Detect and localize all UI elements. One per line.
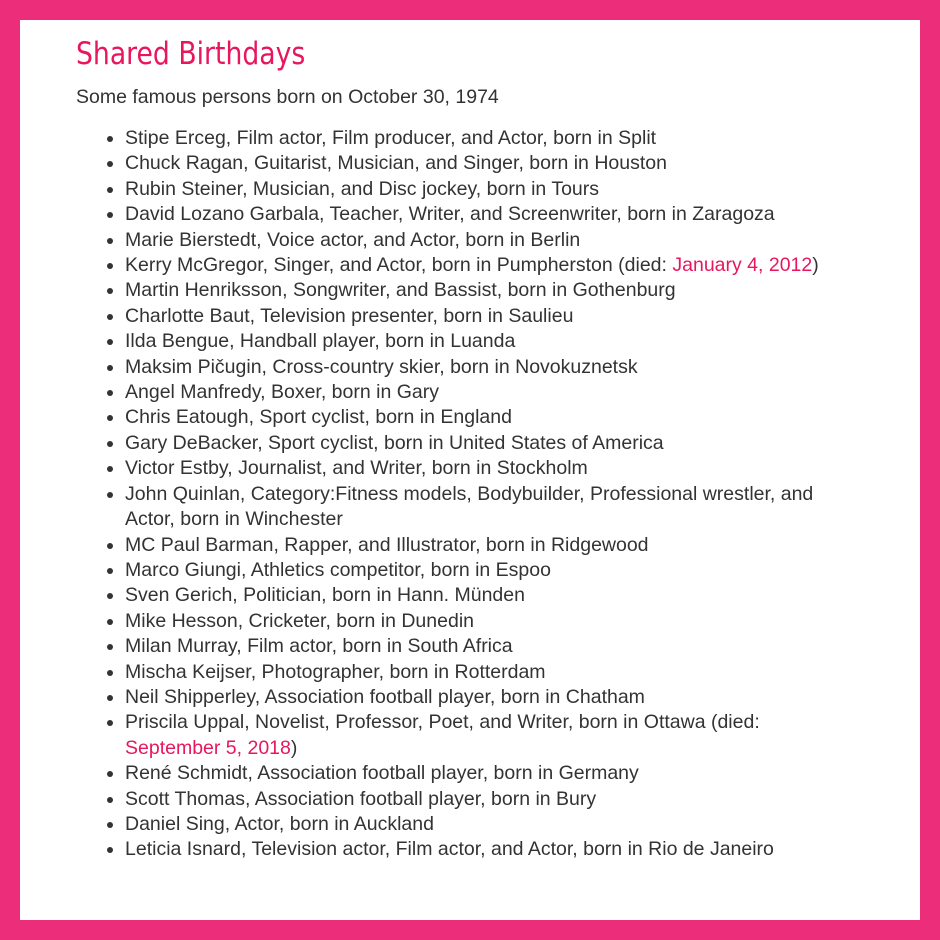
bullet-icon — [107, 695, 113, 701]
person-entry: David Lozano Garbala, Teacher, Writer, and Screenwriter, born in Zaragoza — [125, 203, 775, 226]
page-title: Shared Birthdays — [76, 36, 306, 72]
bullet-icon — [107, 543, 113, 549]
list-item — [125, 710, 846, 761]
person-entry: Milan Murray, Film actor, born in South Africa — [125, 635, 513, 658]
person-entry: Victor Estby, Journalist, and Writer, born in Stockholm — [125, 457, 588, 480]
list-item — [125, 837, 846, 862]
list-item — [125, 228, 846, 253]
bullet-icon — [107, 161, 113, 167]
person-entry: Marie Bierstedt, Voice actor, and Actor, born in Berlin — [125, 228, 581, 251]
list-item — [125, 329, 846, 354]
person-entry: Neil Shipperley, Association football player, born in Chatham — [125, 685, 645, 708]
person-entry: René Schmidt, Association football player, born in Germany — [125, 762, 639, 785]
bullet-icon — [107, 339, 113, 345]
people-list — [76, 126, 846, 863]
bullet-icon — [107, 644, 113, 650]
list-item — [125, 405, 846, 430]
bullet-icon — [107, 619, 113, 625]
list-item — [125, 787, 846, 812]
person-entry: Marco Giungi, Athletics competitor, born in Espoo — [125, 558, 551, 581]
person-entry: Daniel Sing, Actor, born in Auckland — [125, 812, 434, 835]
bullet-icon — [107, 593, 113, 599]
bullet-icon — [107, 263, 113, 269]
person-entry: Rubin Steiner, Musician, and Disc jockey, born in Tours — [125, 177, 600, 200]
list-item — [125, 355, 846, 380]
list-item — [125, 380, 846, 405]
list-item — [125, 278, 846, 303]
person-entry: Ilda Bengue, Handball player, born in Luanda — [125, 330, 516, 353]
person-entry: Leticia Isnard, Television actor, Film actor, and Actor, born in Rio de Janeiro — [125, 838, 774, 861]
person-entry: Maksim Pičugin, Cross-country skier, born in Novokuznetsk — [125, 355, 638, 378]
bullet-icon — [107, 822, 113, 828]
bullet-icon — [107, 441, 113, 447]
person-entry: Chuck Ragan, Guitarist, Musician, and Singer, born in Houston — [125, 152, 667, 175]
person-entry: Charlotte Baut, Television presenter, born in Saulieu — [125, 304, 574, 327]
bullet-icon — [107, 415, 113, 421]
intro-text: Some famous persons born on October 30, 1974 — [76, 86, 499, 108]
person-entry: Kerry McGregor, Singer, and Actor, born in Pumpherston (died: — [125, 254, 673, 277]
person-entry: John Quinlan, Category:Fitness models, Bodybuilder, Professional wrestler, and Actor, born in Winchester — [125, 482, 814, 531]
bullet-icon — [107, 136, 113, 142]
bullet-icon — [107, 187, 113, 193]
person-entry: Mischa Keijser, Photographer, born in Rotterdam — [125, 660, 546, 683]
bullet-icon — [107, 466, 113, 472]
list-item — [125, 558, 846, 583]
person-entry: Scott Thomas, Association football player, born in Bury — [125, 787, 597, 810]
person-entry: Mike Hesson, Cricketer, born in Dunedin — [125, 609, 474, 632]
list-item — [125, 177, 846, 202]
person-entry: Angel Manfredy, Boxer, born in Gary — [125, 381, 439, 404]
bullet-icon — [107, 670, 113, 676]
bullet-icon — [107, 568, 113, 574]
closing-paren: ) — [812, 254, 819, 277]
person-entry: MC Paul Barman, Rapper, and Illustrator, born in Ridgewood — [125, 533, 649, 556]
bullet-icon — [107, 720, 113, 726]
person-entry: Sven Gerich, Politician, born in Hann. Münden — [125, 584, 525, 607]
list-item — [125, 761, 846, 786]
content-panel — [20, 20, 920, 920]
list-item — [125, 482, 846, 533]
bullet-icon — [107, 238, 113, 244]
list-item — [125, 431, 846, 456]
list-item — [125, 812, 846, 837]
person-entry: Priscila Uppal, Novelist, Professor, Poet, and Writer, born in Ottawa (died: — [125, 711, 760, 734]
list-item — [125, 202, 846, 227]
bullet-icon — [107, 365, 113, 371]
list-item — [125, 685, 846, 710]
list-item — [125, 533, 846, 558]
bullet-icon — [107, 771, 113, 777]
person-entry: Chris Eatough, Sport cyclist, born in England — [125, 406, 512, 429]
death-date-link[interactable]: January 4, 2012 — [672, 254, 813, 277]
bullet-icon — [107, 492, 113, 498]
list-item — [125, 304, 846, 329]
person-entry: Gary DeBacker, Sport cyclist, born in United States of America — [125, 431, 664, 454]
bullet-icon — [107, 314, 113, 320]
bullet-icon — [107, 212, 113, 218]
death-date-link[interactable]: September 5, 2018 — [125, 736, 291, 759]
list-item — [125, 660, 846, 685]
list-item — [125, 634, 846, 659]
bullet-icon — [107, 797, 113, 803]
bullet-icon — [107, 288, 113, 294]
person-entry: Martin Henriksson, Songwriter, and Bassist, born in Gothenburg — [125, 279, 676, 302]
list-item — [125, 583, 846, 608]
list-item — [125, 609, 846, 634]
person-entry: Stipe Erceg, Film actor, Film producer, and Actor, born in Split — [125, 127, 657, 149]
list-item — [125, 253, 846, 278]
list-item — [125, 456, 846, 481]
list-item — [125, 151, 846, 176]
list-item — [125, 126, 846, 151]
closing-paren: ) — [290, 736, 298, 759]
bullet-icon — [107, 847, 113, 853]
bullet-icon — [107, 390, 113, 396]
